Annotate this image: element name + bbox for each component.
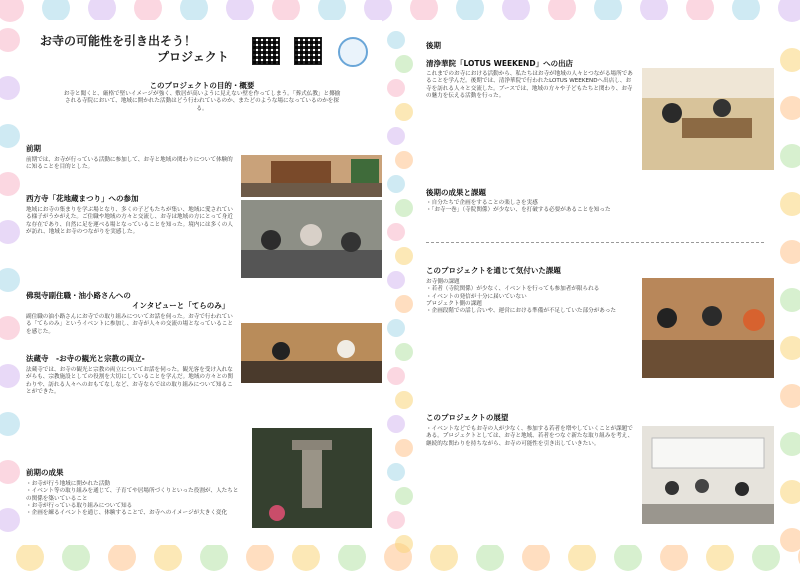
- saihoji-text: 地域にお寺の集まりを学ぶ場となり、多くの子どもたちが集い、地域に愛されている様子がうかがえた。ご住職や地域の方々と交流し、お寺は地域の方にとって身近な存在であり、自然に足を運べる場となっていることを知った。境内には多くの人が訪れ、地域とお寺のつながりを実感した。: [26, 207, 233, 235]
- temple-photo: [241, 155, 382, 197]
- decorative-dot: [456, 0, 484, 22]
- decorative-dot: [318, 0, 346, 22]
- decorative-dot: [614, 543, 642, 571]
- decorative-dot: [246, 543, 274, 571]
- decorative-dot: [88, 0, 116, 22]
- koki-results-text: ・自分たちで企画をすることの楽しさを実感 ・「お寺一巻」（寺院関係）が少ない、を打破する必要があることを知った: [426, 200, 611, 214]
- koki-results-heading: 後期の成果と課題: [426, 188, 486, 197]
- decorative-dot: [387, 415, 405, 433]
- decorative-dot: [780, 96, 800, 120]
- purpose-text: お寺と聞くと、厳格で堅いイメージが強く、敷居が高いように見えない壁を作ってしまう。「葬式仏教」と揶揄される寺院において、地域に開かれた活動はどう行われているのか、またどのような場になっているのかを探る。: [63, 91, 341, 112]
- decorative-dot: [780, 384, 800, 408]
- decorative-dot: [780, 528, 800, 552]
- lotus-weekend-photo: [642, 68, 774, 170]
- qr-code-icon: [252, 37, 280, 65]
- decorative-dot: [387, 367, 405, 385]
- decorative-dot: [686, 0, 714, 22]
- decorative-dot: [780, 240, 800, 264]
- purpose-heading: このプロジェクトの目的・概要: [149, 81, 255, 90]
- lotus-text: これまでのお寺における活動から、私たちはお寺が地域の人々とつながる場所であることを学んだ。後期では、清浄華院で行われたLOTUS WEEKENDへ出店し、お寺を訪れる人々と交流した。ブースでは、地域の方々や子どもたちと関わり、お寺の魅力を伝える活動を行った。: [426, 71, 633, 99]
- decorative-dot: [0, 124, 20, 148]
- qr-code-icon: [294, 37, 322, 65]
- decorative-dot: [780, 144, 800, 168]
- decorative-dot: [134, 0, 162, 22]
- decorative-dot: [387, 511, 405, 529]
- koki-heading: 後期: [426, 41, 441, 50]
- results-text: ・お寺が行う地域に開かれた活動 ・イベント等の取り組みを通じて、子育てや居場所づくりといった役割が、人たちとの関係を築いていること ・お寺が行っている取り組みについて知る ・企画を練るイベントを通じ、体験することで、お寺へのイメージが大きく変化: [26, 481, 239, 517]
- decorative-dot: [395, 535, 413, 553]
- decorative-dot: [200, 543, 228, 571]
- decorative-dot: [522, 543, 550, 571]
- decorative-dot: [387, 223, 405, 241]
- decorative-dot: [476, 543, 504, 571]
- decorative-dot: [395, 295, 413, 313]
- decorative-dot: [0, 0, 24, 22]
- decorative-dot: [154, 543, 182, 571]
- meeting-photo: [642, 278, 774, 378]
- decorative-dot: [706, 543, 734, 571]
- decorative-dot: [338, 543, 366, 571]
- decorative-dot: [780, 432, 800, 456]
- right-page: [414, 20, 774, 545]
- decorative-dot: [395, 439, 413, 457]
- decorative-dot: [395, 55, 413, 73]
- decorative-dot: [387, 127, 405, 145]
- decorative-dot: [0, 460, 20, 484]
- decorative-dot: [0, 364, 20, 388]
- decorative-dot: [395, 103, 413, 121]
- future-text: ・イベントなどでもお寺の人が少なく、参加する若者を増やしていくことが課題である。プロジェクトとしては、お寺と地域、若者をつなぐ新たな取り組みを考え、継続的な関わりを持ちながら、お寺の可能性を引き出していきたい。: [426, 426, 634, 447]
- decorative-dot: [0, 508, 20, 532]
- stone-lantern-photo: [252, 428, 372, 528]
- section-divider: [426, 242, 764, 243]
- decorative-dot: [226, 0, 254, 22]
- interview-text: 副住職の油小路さんにお寺での取り組みについてお話を伺った。お寺で行われている「てらのみ」というイベントに参加し、お寺が人々の交流の場となっていることを感じた。: [26, 314, 233, 335]
- decorative-dot: [108, 543, 136, 571]
- decorative-dot: [387, 175, 405, 193]
- decorative-dot: [732, 0, 760, 22]
- decorative-dot: [780, 192, 800, 216]
- decorative-dot: [292, 543, 320, 571]
- decorative-dot: [752, 543, 780, 571]
- decorative-dot: [410, 0, 438, 22]
- decorative-dot: [395, 151, 413, 169]
- lotus-heading: 清浄華院「LOTUS WEEKEND」への出店: [426, 59, 574, 68]
- future-heading: このプロジェクトの展望: [426, 413, 509, 422]
- festival-photo: [241, 200, 382, 278]
- interview-heading-line2: インタビューと「てらのみ」: [132, 301, 230, 310]
- decorative-dot: [0, 172, 20, 196]
- decorative-dot: [0, 412, 20, 436]
- interview-photo: [241, 323, 382, 383]
- decorative-dot: [660, 543, 688, 571]
- decorative-dot: [42, 0, 70, 22]
- decorative-dot: [387, 79, 405, 97]
- decorative-dot: [387, 319, 405, 337]
- decorative-dot: [594, 0, 622, 22]
- left-page: [22, 20, 382, 545]
- decorative-dot: [778, 0, 800, 22]
- decorative-dot: [780, 288, 800, 312]
- decorative-dot: [387, 31, 405, 49]
- decorative-dot: [430, 543, 458, 571]
- decorative-dot: [395, 391, 413, 409]
- decorative-dot: [395, 487, 413, 505]
- decorative-dot: [272, 0, 300, 22]
- zenki-heading: 前期: [26, 144, 41, 153]
- decorative-dot: [502, 0, 530, 22]
- decorative-dot: [0, 316, 20, 340]
- decorative-dot: [395, 199, 413, 217]
- learned-heading: このプロジェクトを通じて気付いた課題: [426, 266, 561, 275]
- decorative-dot: [780, 336, 800, 360]
- decorative-dot: [0, 220, 20, 244]
- learned-text: お寺側の課題 ・若者（寺院関係）が少なく、イベントを行っても参加者が限られる ・イベントの発信が十分に届いていない プロジェクト側の課題 ・企画段階での話し合いや、運営における準備が不足していた部分があった: [426, 279, 617, 315]
- hozo-text: 法蔵寺では、お寺の観光と宗教の両立についてお話を伺った。観光客を受け入れながらも、宗教施設としての役割を大切にしていることを学んだ。地域の方々との関わりや、訪れる人々へのおもてなしなど、お寺ならではの取り組みについて知ることができた。: [26, 367, 233, 395]
- decorative-dot: [640, 0, 668, 22]
- decorative-dot: [780, 48, 800, 72]
- decorative-dot: [180, 0, 208, 22]
- decorative-dot: [395, 343, 413, 361]
- decorative-dot: [395, 247, 413, 265]
- decorative-dot: [364, 0, 392, 22]
- decorative-dot: [62, 543, 90, 571]
- decorative-dot: [16, 543, 44, 571]
- presentation-photo: [642, 426, 774, 524]
- decorative-dot: [0, 268, 20, 292]
- decorative-dot: [780, 480, 800, 504]
- zenki-text: 前期では、お寺が行っている活動に参加して、お寺と地域の関わりについて体験的に知ることを目的とした。: [26, 157, 233, 171]
- decorative-dot: [548, 0, 576, 22]
- decorative-dot: [387, 271, 405, 289]
- decorative-dot: [387, 463, 405, 481]
- page-title-line2: プロジェクト: [157, 50, 229, 64]
- decorative-dot: [0, 28, 20, 52]
- page-title: お寺の可能性を引き出そう！: [40, 34, 197, 48]
- saihoji-heading: 西方寺「花地蔵まつり」への参加: [26, 194, 139, 203]
- results-heading: 前期の成果: [26, 468, 64, 477]
- hozo-heading: 法蔵寺 -お寺の観光と宗教の両立-: [26, 354, 145, 363]
- decorative-dot: [0, 76, 20, 100]
- logo-icon: [338, 37, 368, 67]
- interview-heading: 佛現寺副住職・油小路さんへの: [26, 291, 131, 300]
- decorative-dot: [568, 543, 596, 571]
